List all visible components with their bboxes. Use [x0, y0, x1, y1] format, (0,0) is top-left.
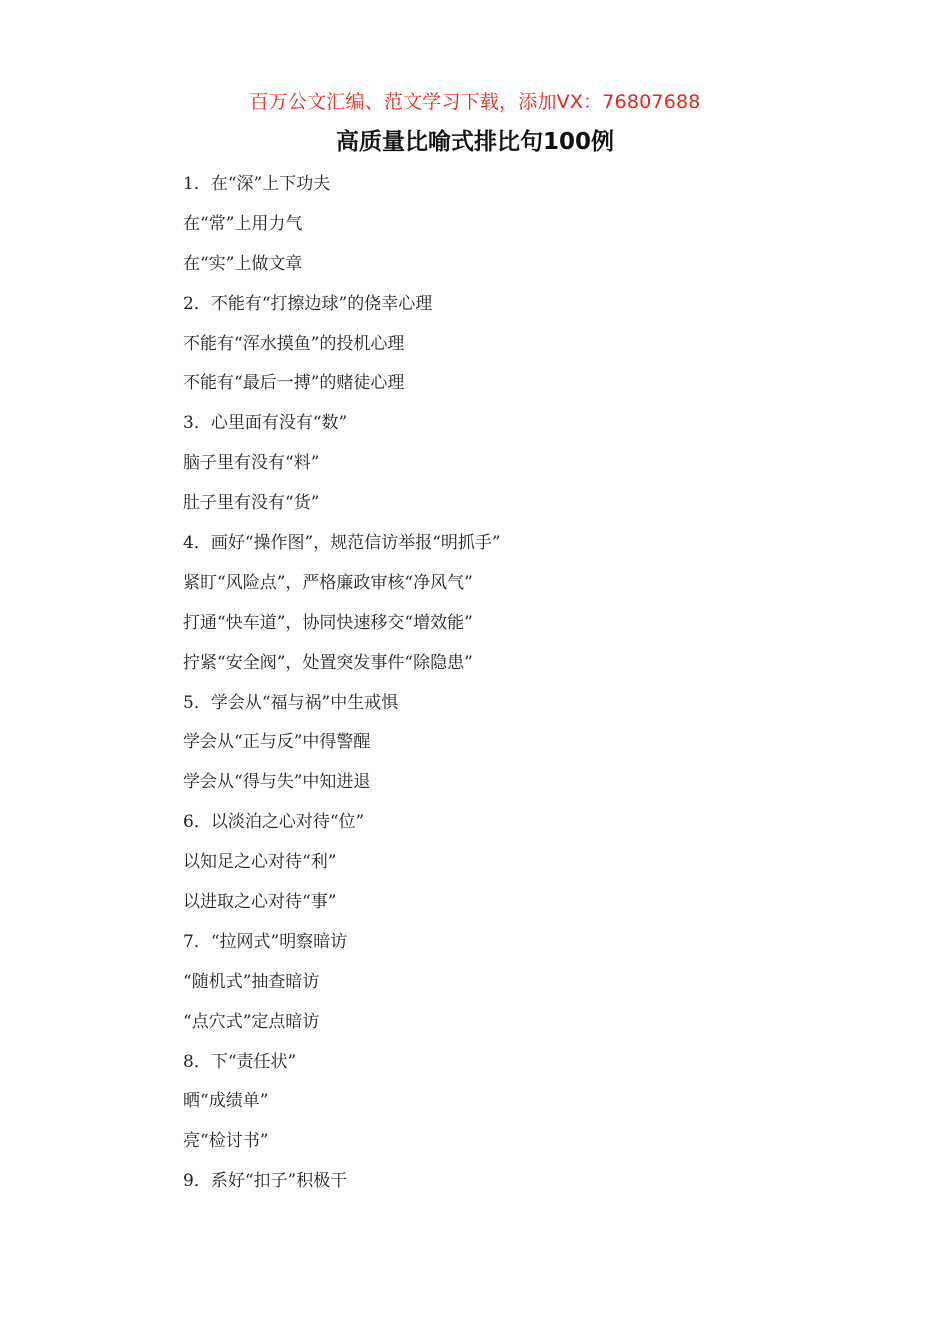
body-line: 2．不能有“打擦边球”的侥幸心理	[183, 293, 433, 314]
body-line: 4．画好“操作图”，规范信访举报“明抓手”	[183, 533, 501, 554]
body-line: “随机式”抽查暗访	[183, 971, 320, 992]
body-line: 学会从“得与失”中知进退	[183, 772, 371, 793]
body-line: 脑子里有没有“料”	[183, 453, 320, 474]
body-line: “点穴式”定点暗访	[183, 1011, 320, 1032]
body-line: 肚子里有没有“货”	[183, 493, 320, 514]
body-line: 打通“快车道”，协同快速移交“增效能”	[183, 612, 473, 633]
body-line: 9．系好“扣子”积极干	[183, 1171, 348, 1192]
body-line: 紧盯“风险点”，严格廉政审核“净风气”	[183, 572, 473, 593]
body-line: 在“实”上做文章	[183, 253, 303, 274]
body-line: 以知足之心对待“利”	[183, 852, 337, 873]
body-line: 5．学会从“福与祸”中生戒惧	[183, 692, 399, 713]
body-line: 3．心里面有没有“数”	[183, 413, 348, 434]
body-line: 7．“拉网式”明察暗访	[183, 931, 348, 952]
body-line: 以进取之心对待“事”	[183, 892, 337, 913]
body-line: 在“常”上用力气	[183, 213, 303, 234]
body-line: 学会从“正与反”中得警醒	[183, 732, 371, 753]
body-line: 6．以淡泊之心对待“位”	[183, 812, 365, 833]
body-line: 1．在“深”上下功夫	[183, 174, 331, 194]
body-line: 亮“检讨书”	[183, 1131, 269, 1152]
body-line: 晒“成绩单”	[183, 1091, 269, 1112]
body-line: 不能有“最后一搏”的赌徒心理	[183, 373, 405, 394]
body-lines	[183, 170, 883, 1207]
document-title: 高质量比喻式排比句100例	[335, 129, 614, 155]
header-note: 百万公文汇编、范文学习下载，添加VX：76807688	[249, 91, 701, 113]
body-line: 8．下“责任状”	[183, 1051, 297, 1072]
body-line: 不能有“浑水摸鱼”的投机心理	[183, 333, 405, 354]
body-line: 拧紧“安全阀”，处置突发事件“除隐患”	[183, 652, 473, 673]
